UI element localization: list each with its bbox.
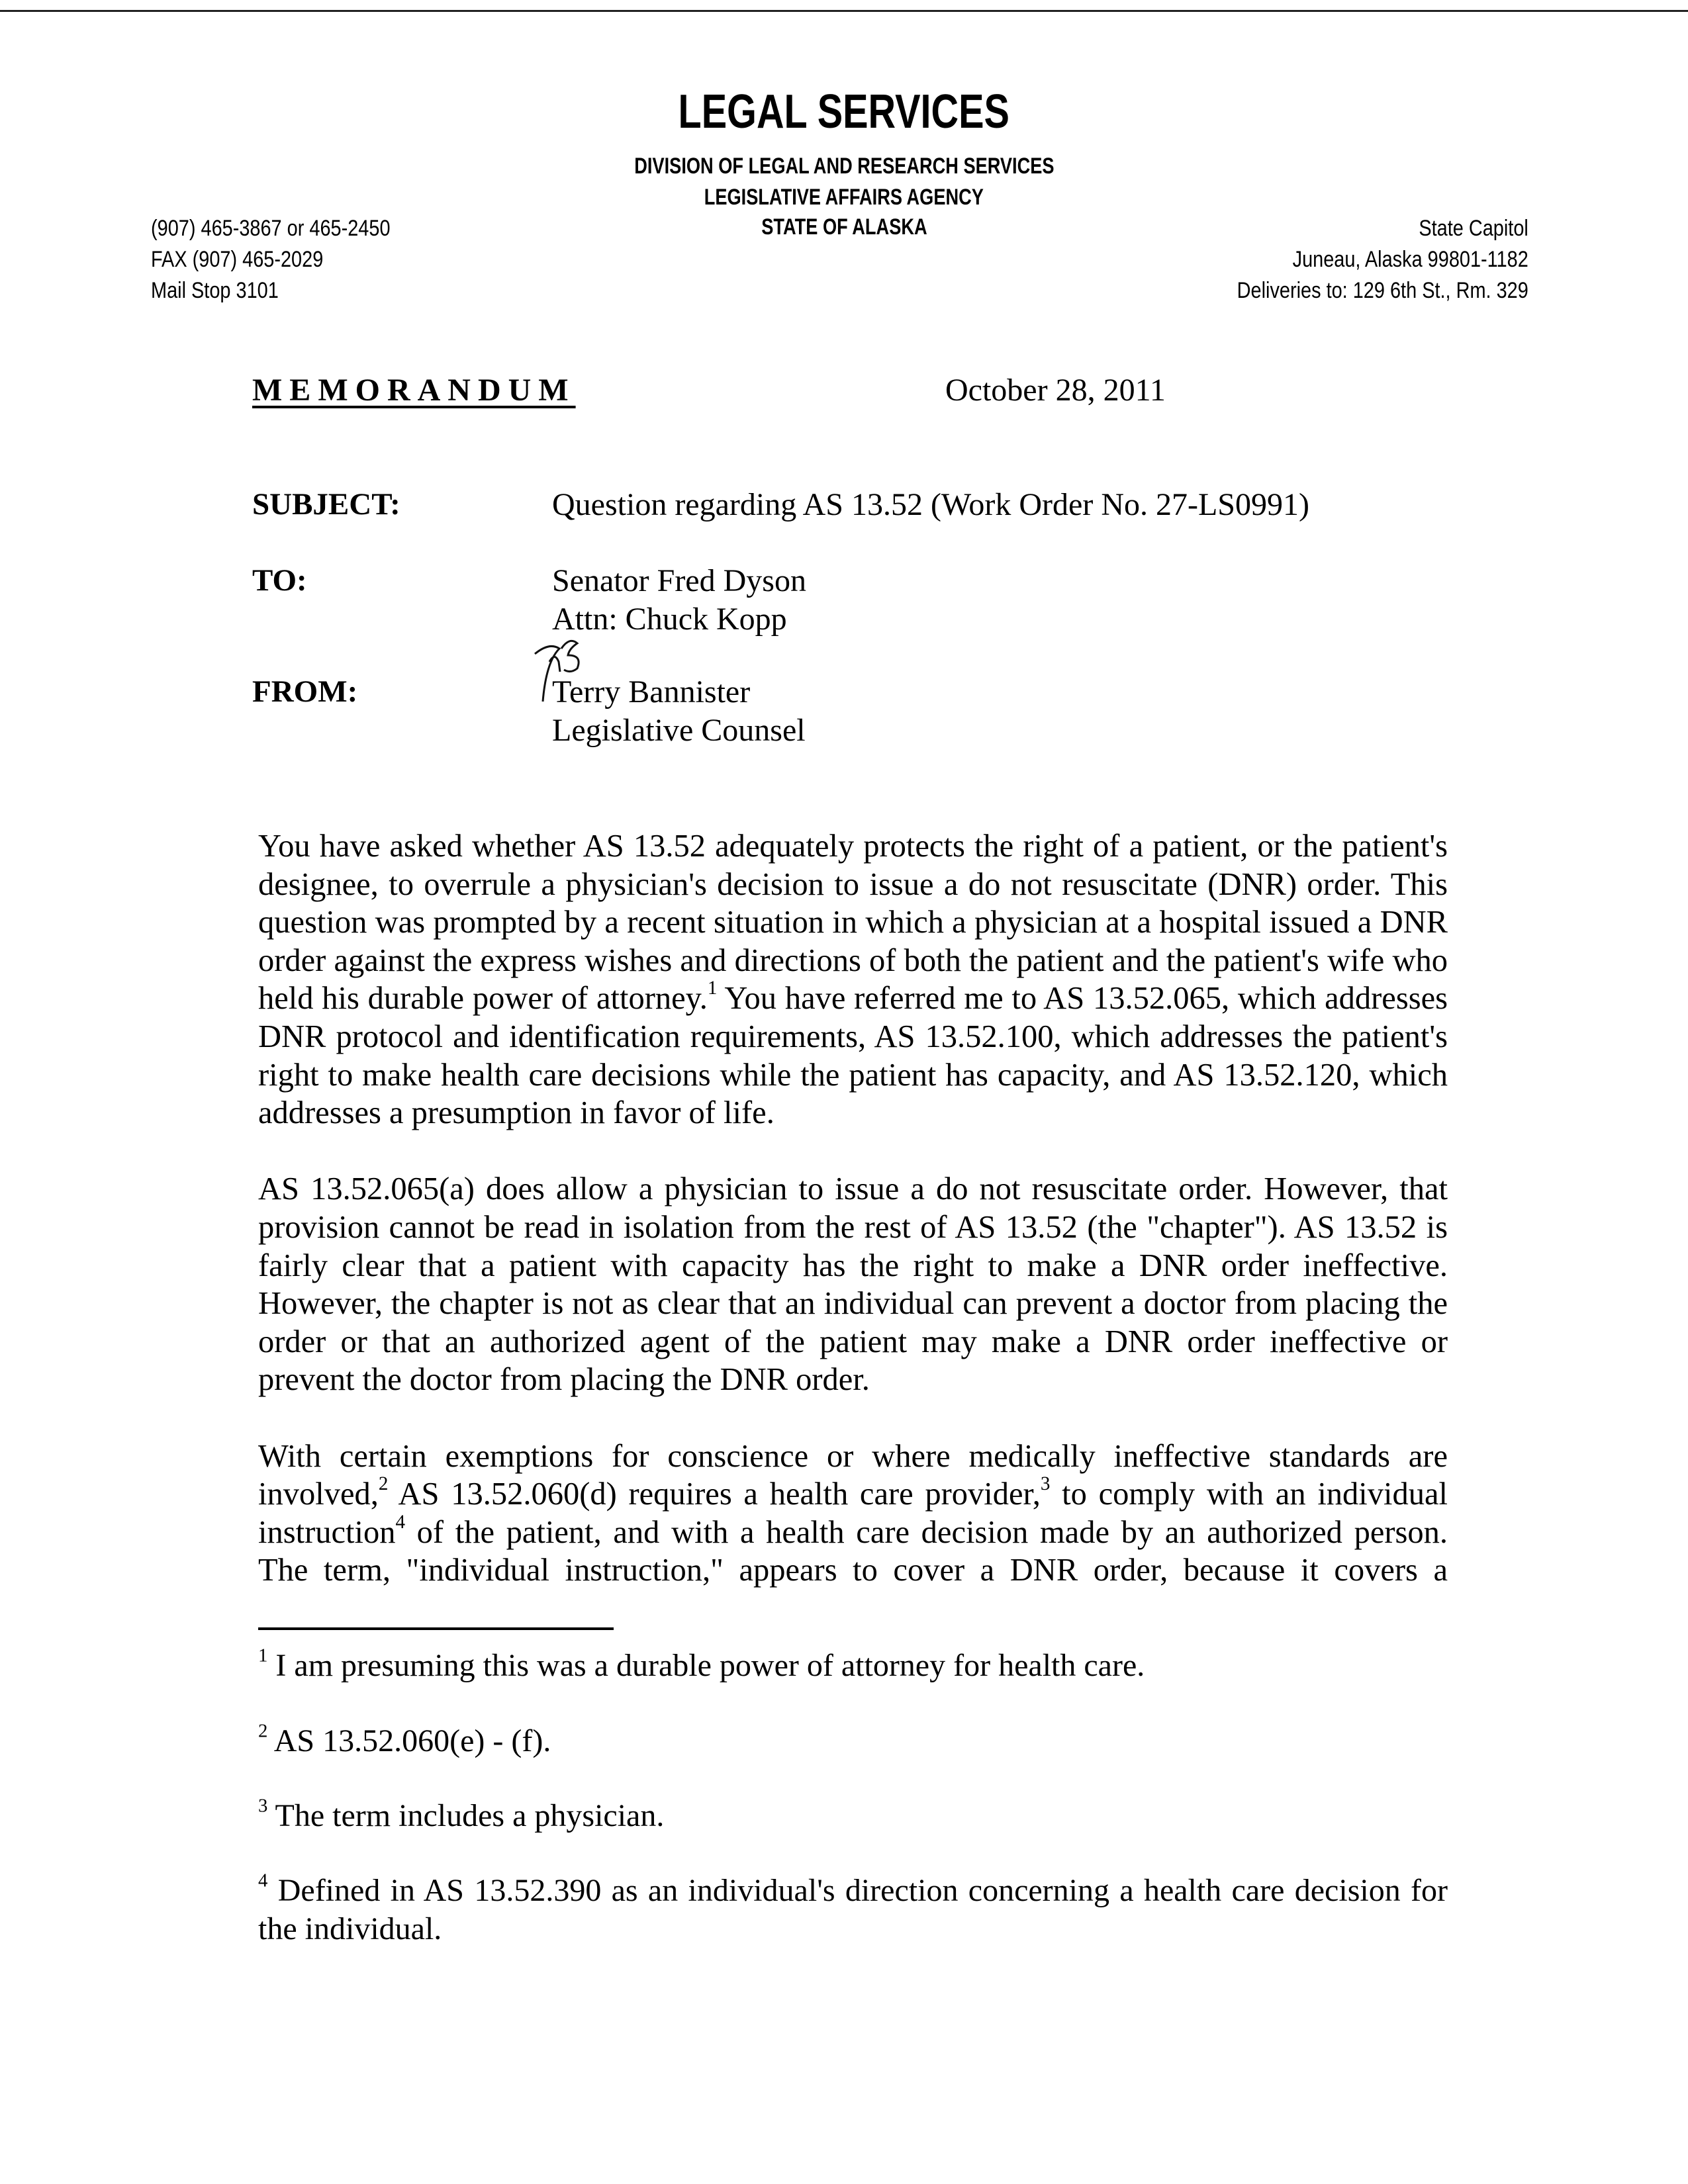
left-contact-block [151,213,432,306]
memorandum-heading: MEMORANDUM [252,373,576,408]
to-recipient: Senator Fred Dyson [552,563,806,598]
to-label: TO: [252,563,307,598]
from-label: FROM: [252,674,358,709]
footnote-4: $^4$ Defined in AS 13.52.390 as an individual's direction concerning a health care decision for the individual. [258,1870,1448,1946]
to-attention: Attn: Chuck Kopp [552,602,787,637]
right-contact-block [1186,213,1528,306]
footnote-2: $^2$ AS 13.52.060(e) - (f). [258,1720,551,1758]
from-title: Legislative Counsel [552,713,806,748]
subject-label: SUBJECT: [252,487,400,522]
footnote-ref-4: 4 [395,1511,405,1533]
memo-body [258,827,1448,1627]
from-name: Terry Bannister [552,674,751,709]
memo-date: October 28, 2011 [945,373,1166,408]
footnote-ref-2: 2 [378,1473,389,1495]
footnote-ref-1: 1 [707,978,718,999]
address-line: Juneau, Alaska 99801-1182 [1292,247,1528,272]
fax-line: FAX (907) 465-2029 [151,247,324,272]
letterhead-title: LEGAL SERVICES [678,85,1010,138]
footnote-1: $^1$ I am presuming this was a durable power of attorney for health care. [258,1645,1145,1683]
paragraph-3: With certain exemptions for conscience or where medically ineffective standards are involved,$^2$ AS 13.52.060(d) requires a health care provider,$^3$ to comply with an individual instruction$^4$ of the patient, and with a health care decision made by an authorized person. The term, "individual instruction," appears to cover a DNR order, because it covers a [258,1438,1448,1588]
letterhead-agency: LEGISLATIVE AFFAIRS AGENCY [704,185,984,210]
footnote-ref-3: 3 [1040,1473,1051,1495]
phone-line: (907) 465-3867 or 465-2450 [151,216,391,241]
footnote-separator [258,1627,614,1630]
paragraph-1: You have asked whether AS 13.52 adequately protects the right of a patient, or the patient's designee, to overrule a physician's decision to issue a do not resuscitate (DNR) order. This question was prompted by a recent situation in which a physician at a hospital issued a DNR order against the express wishes and directions of both the patient and the patient's wife who held his durable power of attorney.$^1$ You have referred me to AS 13.52.065, which addresses DNR protocol and identification requirements, AS 13.52.100, which addresses the patient's right to make health care decisions while the patient has capacity, and AS 13.52.120, which addresses a presumption in favor of life. [258,829,1448,1131]
paragraph-2: AS 13.52.065(a) does allow a physician to issue a do not resuscitate order. However, that provision cannot be read in isolation from the rest of AS 13.52 (the "chapter"). AS 13.52 is fairly clear that a patient with capacity has the right to make a DNR order ineffective. However, the chapter is not as clear that an individual can prevent a doctor from placing the order or that an authorized agent of the patient may make a DNR order ineffective or prevent the doctor from placing the DNR order. [258,1171,1448,1398]
letterhead-state: STATE OF ALASKA [761,214,927,240]
scan-top-rule [0,10,1688,12]
mail-stop-line: Mail Stop 3101 [151,278,279,303]
letterhead-division: DIVISION OF LEGAL AND RESEARCH SERVICES [633,154,1055,179]
subject-value: Question regarding AS 13.52 (Work Order No. 27-LS0991) [552,487,1309,522]
footnote-3: $^3$ The term includes a physician. [258,1795,665,1833]
deliveries-line: Deliveries to: 129 6th St., Rm. 329 [1237,278,1528,303]
address-line: State Capitol [1419,216,1528,241]
